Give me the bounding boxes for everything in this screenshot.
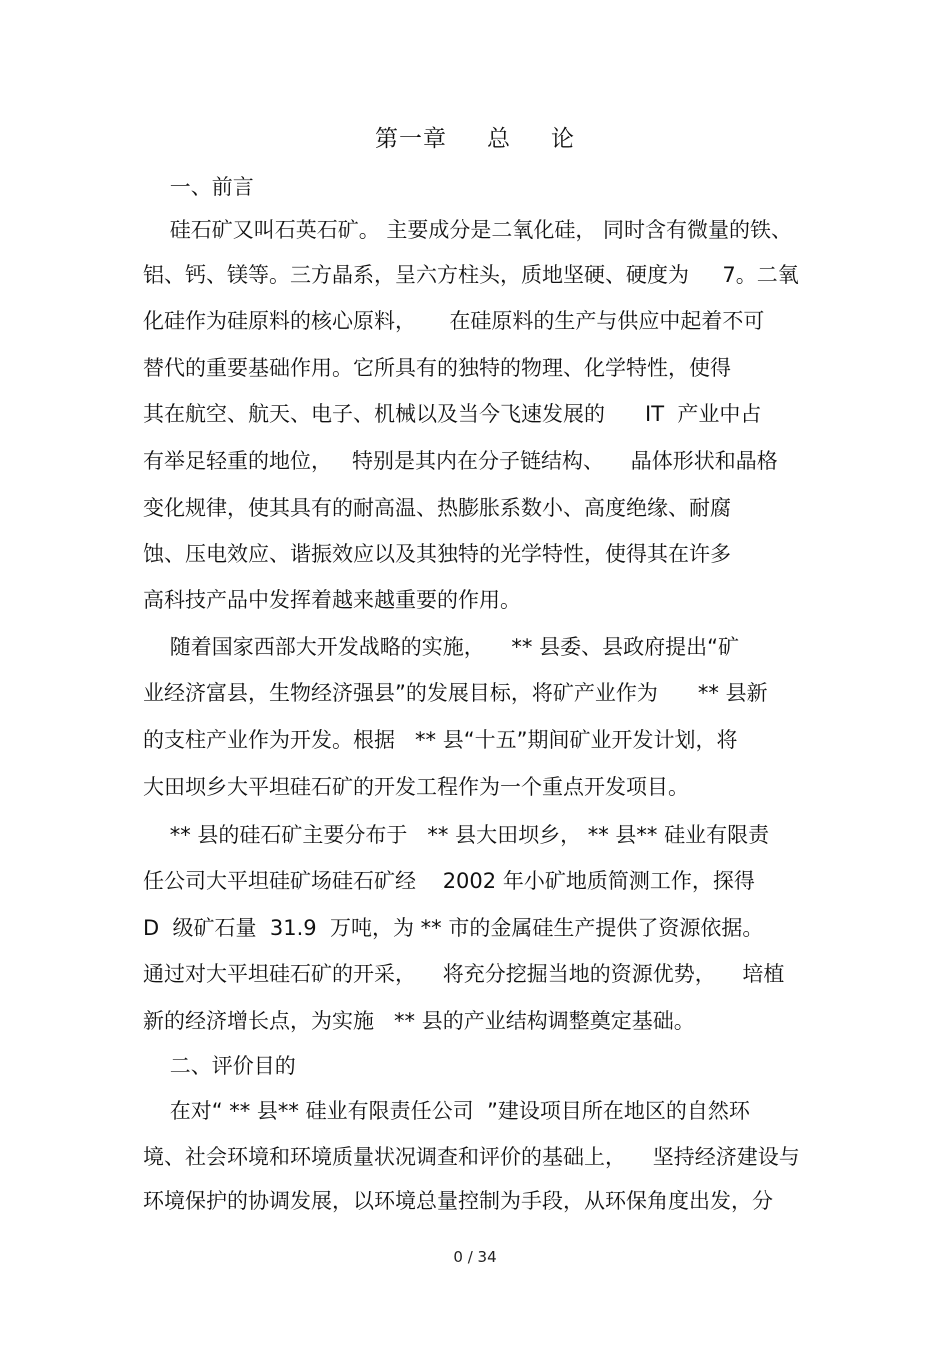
- text-line: 大田坝乡大平坦硅石矿的开发工程作为一个重点开发项目。: [143, 775, 689, 799]
- text-line: 境、社会环境和环境质量状况调查和评价的基础上， 坚持经济建设与: [143, 1145, 800, 1169]
- text-line: 化硅作为硅原料的核心原料， 在硅原料的生产与供应中起着不可: [143, 309, 765, 333]
- text-line: 有举足轻重的地位， 特别是其内在分子链结构、 晶体形状和晶格: [143, 449, 778, 473]
- text-line: 环境保护的协调发展，以环境总量控制为手段，从环保角度出发，分: [143, 1189, 773, 1213]
- chapter-title-number: 第一章: [375, 126, 447, 152]
- text-line: 随着国家西部大开发战略的实施， ** 县委、县政府提出“矿: [143, 635, 739, 659]
- text-line: 其在航空、航天、电子、机械以及当今飞速发展的 IT 产业中占: [143, 402, 762, 426]
- text-line: 变化规律，使其具有的耐高温、热膨胀系数小、高度绝缘、耐腐: [143, 496, 731, 520]
- text-line: 新的经济增长点，为实施 ** 县的产业结构调整奠定基础。: [143, 1009, 695, 1033]
- chapter-title-word-1: 总: [487, 126, 511, 152]
- page-separator: /: [467, 1248, 473, 1266]
- current-page: 0: [453, 1248, 463, 1266]
- text-line: 在对“ ** 县** 硅业有限责任公司 ”建设项目所在地区的自然环: [143, 1099, 750, 1123]
- text-line: ** 县的硅石矿主要分布于 ** 县大田坝乡， ** 县** 硅业有限责: [143, 823, 770, 847]
- text-line: 任公司大平坦硅矿场硅石矿经 2002 年小矿地质简测工作，探得: [143, 869, 755, 893]
- text-line: 通过对大平坦硅石矿的开采， 将充分挖掘当地的资源优势， 培植: [143, 962, 785, 986]
- text-line: 一、前言: [143, 175, 254, 199]
- total-pages: 34: [477, 1248, 497, 1266]
- chapter-title-word-2: 论: [551, 126, 575, 152]
- text-line: 铝、钙、镁等。三方晶系，呈六方柱头，质地坚硬、硬度为 7。二氧: [143, 263, 799, 287]
- text-line: 蚀、压电效应、谐振效应以及其独特的光学特性，使得其在许多: [143, 542, 731, 566]
- text-line: 替代的重要基础作用。它所具有的独特的物理、化学特性，使得: [143, 356, 731, 380]
- text-line: D 级矿石量 31.9 万吨，为 ** 市的金属硅生产提供了资源依据。: [143, 916, 764, 940]
- text-line: 高科技产品中发挥着越来越重要的作用。: [143, 588, 521, 612]
- text-line: 的支柱产业作为开发。根据 ** 县“十五”期间矿业开发计划，将: [143, 728, 738, 752]
- text-line: 二、评价目的: [143, 1054, 296, 1078]
- chapter-title: [0, 120, 950, 153]
- text-line: 硅石矿又叫石英石矿。 主要成分是二氧化硅， 同时含有微量的铁、: [143, 218, 793, 242]
- page-number: [0, 1248, 950, 1266]
- text-line: 业经济富县，生物经济强县”的发展目标，将矿产业作为 ** 县新: [143, 681, 768, 705]
